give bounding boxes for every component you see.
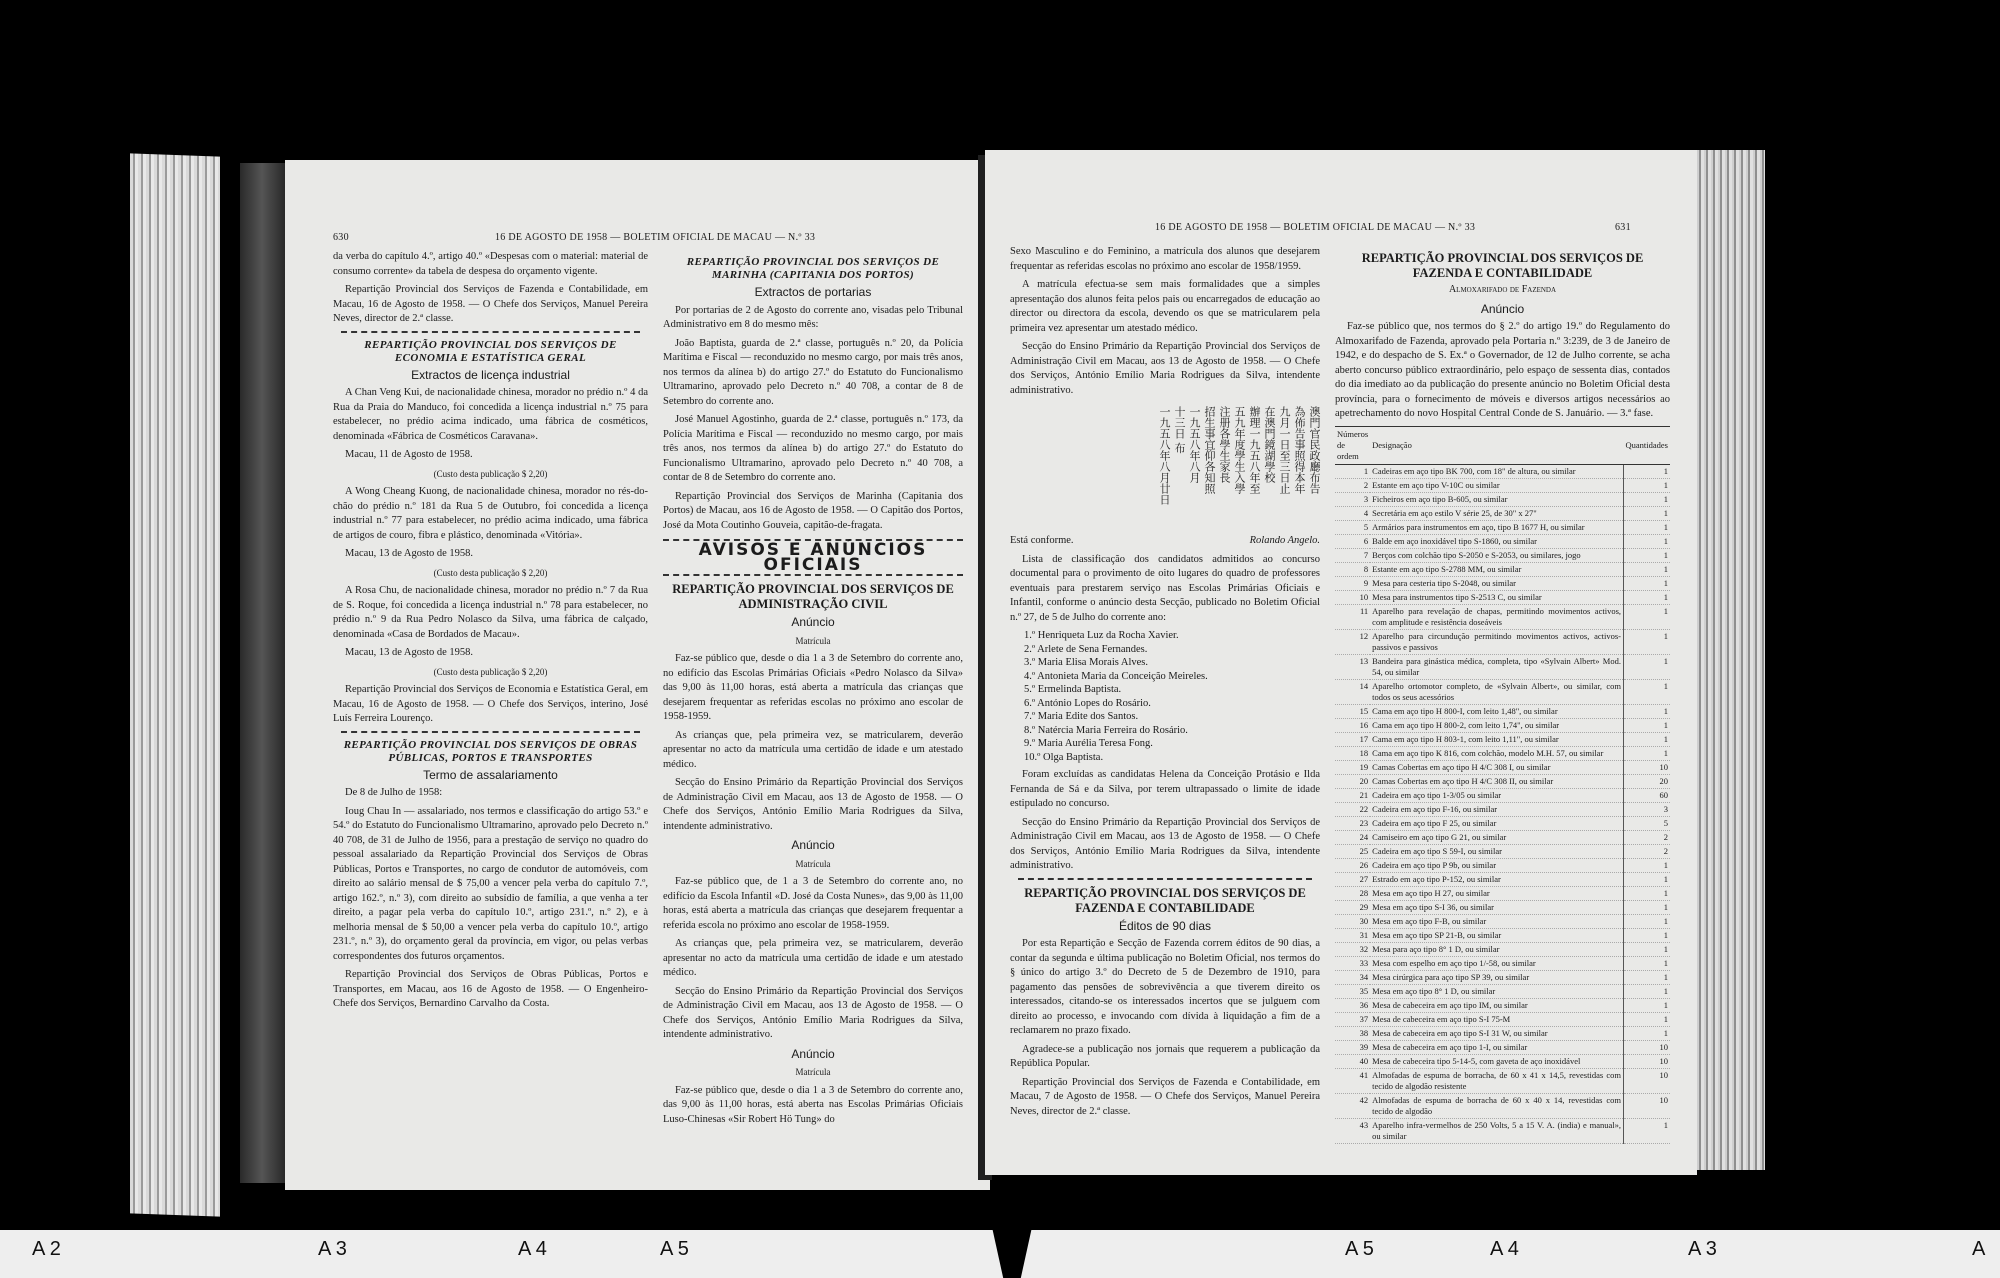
- row-designation: Mesa de cabeceira em aço tipo S-I 75-M: [1370, 1012, 1623, 1026]
- paragraph: Ioug Chau In — assalariado, nos termos e classificação do artigo 53.º e 54.º do Estatuto do Funcionalismo Ultramarino, aprovado pelo Decreto n.º 40 708, de 31 de Julho de 1956, para a prestação de serviço no quadro do pessoal assalariado da Repartição Provincial dos Serviços de Obras Públicas, Portos e Transportes, no cargo de condutor de automóveis, com direito ao salário mensal de $ 75,00 a vencer pela verba do capítulo 7.º, artigo 162.º, n.º 3), com direito ao subsídio de família, a que venha a ter direito, a pagar pela verba do capítulo 10.º, artigo 231.º, n.º 2), e à melhoria mensal de $ 50,00 a vencer pela verba do capítulo 10.º, artigo 231.º, n.º 3), do orçamento geral da província, em vigor, ou pelas verbas correspondentes dos futuros orçamentos.: [333, 805, 648, 962]
- paragraph: As crianças que, pela primeira vez, se matricularem, deverão apresentar no acto da matrícula uma certidão de idade e um atestado médico.: [663, 729, 963, 770]
- table-row: [1335, 760, 1670, 774]
- row-quantity: 1: [1624, 604, 1671, 629]
- paragraph: Por esta Repartição e Secção de Fazenda correm éditos de 90 dias, a contar da segunda e última publicação no Boletim Oficial, nos termos do § único do artigo 3.º do Decreto de 5 de Dezembro de 1910, para pagamento das pensões de sobrevivência a que tiverem direito os interessados, citando-se os interessados incertos que se julguem com direito ao processo, e invocando com dívida à liquidação a fim de a reclamarem no prazo fixado.: [1010, 938, 1320, 1036]
- table-row: [1335, 576, 1670, 590]
- table-row: [1335, 816, 1670, 830]
- list-item: 3.º Maria Elisa Morais Alves.: [1024, 657, 1148, 668]
- left-column-2: [663, 250, 963, 1131]
- row-quantity: 1: [1624, 562, 1671, 576]
- date-line: De 8 de Julho de 1958:: [345, 787, 443, 798]
- row-quantity: 1: [1624, 1118, 1671, 1143]
- table-row: [1335, 886, 1670, 900]
- table-row: [1335, 900, 1670, 914]
- row-quantity: 1: [1624, 1012, 1671, 1026]
- notice-subtitle: Matrícula: [795, 1067, 831, 1077]
- row-number: 40: [1335, 1054, 1370, 1068]
- right-page: [985, 150, 1697, 1175]
- table-row: [1335, 590, 1670, 604]
- signature-paragraph: Repartição Provincial dos Serviços de Fazenda e Contabilidade, em Macau, 7 de Agosto de 1958. — O Chefe dos Serviços, Manuel Pereira Neves, director de 2.ª classe.: [1010, 1076, 1320, 1117]
- cost-note: (Custo desta publicação $ 2,20): [433, 666, 548, 677]
- table-row: [1335, 534, 1670, 548]
- row-quantity: 1: [1624, 718, 1671, 732]
- separator: [1018, 878, 1312, 880]
- section-title: REPARTIÇÃO PROVINCIAL DOS SERVIÇOS DE FAZENDA E CONTABILIDADE: [1024, 885, 1306, 915]
- row-number: 17: [1335, 732, 1370, 746]
- row-number: 14: [1335, 679, 1370, 704]
- row-designation: Mesa para cesteria tipo S-2048, ou similar: [1370, 576, 1623, 590]
- table-row: [1335, 746, 1670, 760]
- list-item: 8.º Natércia Maria Ferreira do Rosário.: [1024, 724, 1188, 736]
- table-row: [1335, 629, 1670, 654]
- table-row: [1335, 858, 1670, 872]
- table-header-row: [1335, 426, 1670, 464]
- row-designation: Armários para instrumentos em aço, tipo B 1677 H, ou similar: [1370, 520, 1623, 534]
- separator: [341, 331, 640, 333]
- row-number: 7: [1335, 548, 1370, 562]
- row-number: 21: [1335, 788, 1370, 802]
- chinese-column: 一九五八年八月廿日: [1158, 406, 1171, 505]
- row-designation: Mesa em aço tipo SP 21-B, ou similar: [1370, 928, 1623, 942]
- row-designation: Cadeira em aço tipo 1-3/05 ou similar: [1370, 788, 1623, 802]
- table-row: [1335, 830, 1670, 844]
- row-designation: Almofadas de espuma de borracha de 60 x 40 x 14, revestidas com tecido de algodão: [1370, 1093, 1623, 1118]
- row-designation: Mesa em aço tipo S-I 36, ou similar: [1370, 900, 1623, 914]
- row-quantity: 1: [1624, 928, 1671, 942]
- row-number: 5: [1335, 520, 1370, 534]
- chinese-column: 招生事宜仰各知照: [1203, 406, 1216, 494]
- paragraph: Faz-se público que, de 1 a 3 de Setembro do corrente ano, no edifício da Escola Infantil «D. José da Costa Nunes», das 9,00 às 11,00 horas, está aberta a matrícula das crianças que desejarem frequentar a referida escola no próximo ano escolar de 1958-1959.: [663, 876, 963, 931]
- row-quantity: 1: [1624, 590, 1671, 604]
- row-designation: Estante em aço tipo S-2788 MM, ou similar: [1370, 562, 1623, 576]
- row-quantity: 2: [1624, 830, 1671, 844]
- left-page: [285, 160, 990, 1190]
- film-mark: A 5: [660, 1238, 689, 1260]
- chinese-column: 一九五八年八月: [1188, 406, 1201, 483]
- row-designation: Camas Cobertas em aço tipo H 4/C 308 I, ou similar: [1370, 760, 1623, 774]
- row-designation: Aparelho infra-vermelhos de 250 Volts, 5 a 15 V. A. (india) e manual», ou similar: [1370, 1118, 1623, 1143]
- row-number: 18: [1335, 746, 1370, 760]
- table-row: [1335, 732, 1670, 746]
- row-quantity: 10: [1624, 1068, 1671, 1093]
- row-number: 11: [1335, 604, 1370, 629]
- row-designation: Estrado em aço tipo P-152, ou similar: [1370, 872, 1623, 886]
- row-quantity: 60: [1624, 788, 1671, 802]
- table-row: [1335, 464, 1670, 478]
- row-designation: Cadeiras em aço tipo BK 700, com 18" de altura, ou similar: [1370, 464, 1623, 478]
- row-quantity: 1: [1624, 576, 1671, 590]
- notice-subtitle: Matrícula: [795, 635, 831, 646]
- date-line: Macau, 11 de Agosto de 1958.: [345, 449, 473, 460]
- table-row: [1335, 520, 1670, 534]
- row-quantity: 1: [1624, 492, 1671, 506]
- row-quantity: 1: [1624, 858, 1671, 872]
- right-column-2: [1335, 245, 1670, 1144]
- paragraph: Foram excluídas as candidatas Helena da Conceição Protásio e Ilda Fernanda de Sá e da Silva, por terem ultrapassado o limite de idade estipulado no concurso.: [1010, 769, 1320, 809]
- row-designation: Aparelho para circundução permitindo movimentos activos, activos-passivos e passivos: [1370, 629, 1623, 654]
- section-subtitle: Termo de assalariamento: [423, 767, 558, 782]
- signature-paragraph: Secção do Ensino Primário da Repartição Provincial dos Serviços de Administração Civil em Macau, aos 13 de Agosto de 1958. — O Chefe dos Serviços, António Emílio Maria Rodrigues da Silva, intendente administrativo.: [663, 777, 963, 832]
- row-quantity: 20: [1624, 774, 1671, 788]
- row-quantity: 1: [1624, 886, 1671, 900]
- right-page-edges: [1690, 150, 1765, 1170]
- row-designation: Estante em aço tipo V-10C ou similar: [1370, 478, 1623, 492]
- row-quantity: 1: [1624, 704, 1671, 718]
- paragraph: Faz-se público que, nos termos do § 2.º do artigo 19.º do Regulamento do Almoxarifado de Fazenda, aprovado pela Portaria n.º 3:239, de 3 de Janeiro de 1942, e do despacho de S. Ex.ª o Governador, de 12 de Julho corrente, se acha aberto concurso público extraordinário, pelo espaço de sessenta dias, contados do dia imediato ao da publicação do presente anúncio no Boletim Oficial desta província, para o fornecimento de móveis e diversos artigos necessários ao apetrechamento do novo Hospital Central Conde de S. Januário. — 3.ª fase.: [1335, 321, 1670, 419]
- section-title: REPARTIÇÃO PROVINCIAL DOS SERVIÇOS DE FAZENDA E CONTABILIDADE: [1361, 251, 1644, 280]
- column-header-quantity: Quantidades: [1624, 426, 1671, 464]
- running-header-right: 16 DE AGOSTO DE 1958 — BOLETIM OFICIAL DE MACAU — N.º 33: [1155, 222, 1476, 233]
- row-designation: Mesa de cabeceira tipo 5-14-5, com gaveta de aço inoxidável: [1370, 1054, 1623, 1068]
- section-title: REPARTIÇÃO PROVINCIAL DOS SERVIÇOS DE OBRAS PÚBLICAS, PORTOS E TRANSPORTES: [343, 738, 638, 764]
- notices-banner: AVISOS E ANÚNCIOS OFICIAIS: [663, 539, 963, 576]
- row-number: 15: [1335, 704, 1370, 718]
- row-quantity: 1: [1624, 520, 1671, 534]
- row-number: 31: [1335, 928, 1370, 942]
- row-designation: Mesa com espelho em aço tipo 1/-58, ou similar: [1370, 956, 1623, 970]
- row-quantity: 3: [1624, 802, 1671, 816]
- signature-paragraph: Secção do Ensino Primário da Repartição Provincial dos Serviços de Administração Civil em Macau, aos 13 de Agosto de 1958. — O Chefe dos Serviços, António Emílio Maria Rodrigues da Silva, intendente administrativo.: [663, 985, 963, 1040]
- chinese-column: 十三日 布: [1173, 406, 1186, 454]
- table-row: [1335, 562, 1670, 576]
- row-number: 42: [1335, 1093, 1370, 1118]
- row-quantity: 1: [1624, 679, 1671, 704]
- row-quantity: 1: [1624, 942, 1671, 956]
- row-quantity: 1: [1624, 746, 1671, 760]
- cost-note: (Custo desta publicação $ 2,20): [433, 567, 548, 578]
- row-quantity: 1: [1624, 872, 1671, 886]
- chinese-column: 注册各學生家長: [1218, 406, 1231, 483]
- paragraph: A Rosa Chu, de nacionalidade chinesa, morador no prédio n.º 7 da Rua de S. Roque, foi concedida a licença industrial n.º 78 para estabelecer, no prédio n.º 9 da Rua Pedro Nolasco da Silva, uma fábrica de calçado, denominada «Casa de Bordados de Macau».: [333, 585, 648, 640]
- paragraph: As crianças que, pela primeira vez, se matricularem, deverão apresentar no acto da matrícula uma certidão de idade e um atestado médico.: [663, 938, 963, 978]
- signature-paragraph: Repartição Provincial dos Serviços de Economia e Estatística Geral, em Macau, 16 de Agosto de 1958. — O Chefe dos Serviços, interino, José Luís Ferreira Lourenço.: [333, 684, 648, 724]
- cost-note: (Custo desta publicação $ 2,20): [433, 468, 548, 479]
- row-quantity: 1: [1624, 478, 1671, 492]
- row-quantity: 1: [1624, 464, 1671, 478]
- row-number: 37: [1335, 1012, 1370, 1026]
- row-number: 9: [1335, 576, 1370, 590]
- signature-paragraph: Repartição Provincial dos Serviços de Obras Públicas, Portos e Transportes, em Macau, aos 16 de Agosto de 1958. — O Engenheiro-Chefe dos Serviços, Bernardino Carvalho da Costa.: [333, 969, 648, 1009]
- running-header-left: 16 DE AGOSTO DE 1958 — BOLETIM OFICIAL DE MACAU — N.º 33: [495, 232, 816, 243]
- row-number: 38: [1335, 1026, 1370, 1040]
- row-quantity: 1: [1624, 654, 1671, 679]
- film-mark: A 3: [1688, 1238, 1717, 1260]
- inventory-table: [1335, 426, 1670, 1144]
- table-row: [1335, 1068, 1670, 1093]
- signature-paragraph: Repartição Provincial dos Serviços de Marinha (Capitania dos Portos) de Macau, aos 16 de Agosto de 1958. — O Capitão dos Portos, José da Mota Coutinho Gouveia, capitão-de-fragata.: [663, 490, 963, 531]
- row-number: 34: [1335, 970, 1370, 984]
- row-quantity: 1: [1624, 506, 1671, 520]
- row-designation: Cadeira em aço tipo S 59-I, ou similar: [1370, 844, 1623, 858]
- row-number: 13: [1335, 654, 1370, 679]
- film-mark: A 4: [518, 1238, 547, 1260]
- row-designation: Mesa cirúrgica para aço tipo SP 39, ou similar: [1370, 970, 1623, 984]
- paragraph: da verba do capítulo 4.º, artigo 40.º «Despesas com o material: material de consumo corrente» da tabela de despesa do orçamento vigente.: [333, 251, 648, 277]
- row-quantity: 5: [1624, 816, 1671, 830]
- row-quantity: 1: [1624, 956, 1671, 970]
- row-number: 4: [1335, 506, 1370, 520]
- chinese-column: 九月一日至三日止: [1278, 406, 1291, 494]
- row-number: 30: [1335, 914, 1370, 928]
- column-header-designation: Designação: [1370, 426, 1623, 464]
- table-row: [1335, 679, 1670, 704]
- row-quantity: 1: [1624, 984, 1671, 998]
- row-designation: Ficheiros em aço tipo B-605, ou similar: [1370, 492, 1623, 506]
- row-number: 33: [1335, 956, 1370, 970]
- notice-title: Anúncio: [791, 838, 835, 852]
- signature-paragraph: Repartição Provincial dos Serviços de Fazenda e Contabilidade, em Macau, 16 de Agosto de 1958. — O Chefe dos Serviços, Manuel Pereira Neves, director de 2.ª classe.: [333, 284, 648, 324]
- table-row: [1335, 492, 1670, 506]
- row-designation: Berços com colchão tipo S-2050 e S-2053, ou similares, jogo: [1370, 548, 1623, 562]
- list-item: 6.º António Lopes do Rosário.: [1024, 697, 1151, 709]
- row-quantity: 1: [1624, 548, 1671, 562]
- section-title: REPARTIÇÃO PROVINCIAL DOS SERVIÇOS DE MARINHA (CAPITANIA DOS PORTOS): [686, 256, 940, 281]
- row-designation: Mesa para instrumentos tipo S-2513 C, ou similar: [1370, 590, 1623, 604]
- row-number: 28: [1335, 886, 1370, 900]
- paragraph: Lista de classificação dos candidatos admitidos ao concurso documental para o provimento de oito lugares do quadro de professores eventuais para prestarem serviço nas Escolas Primárias Oficiais e Infantil, conforme o anúncio desta Secção, publicado no Boletim Oficial n.º 27, de 5 de Julho do corrente ano:: [1010, 553, 1320, 623]
- row-designation: Aparelho ortomotor completo, de «Sylvain Albert», ou similar, com todos os seus acessórios: [1370, 679, 1623, 704]
- table-row: [1335, 718, 1670, 732]
- table-row: [1335, 774, 1670, 788]
- row-number: 22: [1335, 802, 1370, 816]
- signature-paragraph: Secção do Ensino Primário da Repartição Provincial dos Serviços de Administração Civil em Macau, aos 13 de Agosto de 1958. — O Chefe dos Serviços, António Emílio Maria Rodrigues da Silva, intendente administrativo.: [1010, 341, 1320, 396]
- row-number: 43: [1335, 1118, 1370, 1143]
- table-row: [1335, 956, 1670, 970]
- row-number: 32: [1335, 942, 1370, 956]
- row-designation: Mesa para aço tipo 8° 1 D, ou similar: [1370, 942, 1623, 956]
- table-row: [1335, 984, 1670, 998]
- row-number: 12: [1335, 629, 1370, 654]
- paragraph: Faz-se público que, desde o dia 1 a 3 de Setembro do corrente ano, no edifício das Escolas Primárias Oficiais «Pedro Nolasco da Silva» das 9,00 às 11,00 horas, está aberta a matrícula das crianças que desejarem frequentar as referidas escolas no próximo ano escolar de 1958-1959.: [663, 653, 963, 722]
- row-quantity: 1: [1624, 1026, 1671, 1040]
- table-row: [1335, 844, 1670, 858]
- row-quantity: 10: [1624, 760, 1671, 774]
- row-designation: Cadeira em aço tipo F-16, ou similar: [1370, 802, 1623, 816]
- row-designation: Camiseiro em aço tipo G 21, ou similar: [1370, 830, 1623, 844]
- row-quantity: 1: [1624, 970, 1671, 984]
- table-row: [1335, 1026, 1670, 1040]
- row-quantity: 1: [1624, 629, 1671, 654]
- row-quantity: 10: [1624, 1054, 1671, 1068]
- row-designation: Cama em aço tipo H 800-2, com leito 1,74", ou similar: [1370, 718, 1623, 732]
- table-row: [1335, 942, 1670, 956]
- table-row: [1335, 998, 1670, 1012]
- row-number: 3: [1335, 492, 1370, 506]
- row-designation: Cama em aço tipo K 816, com colchão, modelo M.H. 57, ou similar: [1370, 746, 1623, 760]
- page-number-right: 631: [1615, 222, 1631, 233]
- chinese-column: 為佈告事照得本年: [1293, 406, 1306, 494]
- list-item: 9.º Maria Aurélia Teresa Fong.: [1024, 738, 1153, 749]
- paragraph: A matrícula efectua-se sem mais formalidades que a simples apresentação dos alunos feita pelos pais ou encarregados de educação ao director ou directora da escola, devendo os que se matricularem pela primeira vez apresentar um atestado médico.: [1010, 279, 1320, 334]
- row-designation: Cadeira em aço tipo F 25, ou similar: [1370, 816, 1623, 830]
- film-mark: A: [1972, 1238, 1986, 1260]
- signature-paragraph: Secção do Ensino Primário da Repartição Provincial dos Serviços de Administração Civil em Macau, aos 13 de Agosto de 1958. — O Chefe dos Serviços, António Emílio Maria Rodrigues da Silva, intendente administrativo.: [1010, 816, 1320, 871]
- paragraph: A Wong Cheang Kuong, de nacionalidade chinesa, morador no rés-do-chão do prédio n.º 181 da Rua 5 de Outubro, foi concedida a licença industrial n.º 77 para estabelecer, no prédio acima indicado, uma fábrica de artigos de couro, fibra e plástico, denominada «Vitória».: [333, 486, 648, 541]
- row-number: 16: [1335, 718, 1370, 732]
- list-item: 4.º Antonieta Maria da Conceição Meireles.: [1024, 670, 1208, 682]
- chinese-column: 辦理一九五八年至: [1248, 406, 1261, 494]
- table-row: [1335, 604, 1670, 629]
- chinese-notice: [1010, 406, 1320, 526]
- row-number: 39: [1335, 1040, 1370, 1054]
- paragraph: A Chan Veng Kui, de nacionalidade chinesa, morador no prédio n.º 4 da Rua da Praia do Manduco, foi concedida a licença industrial n.º 75 para estabelecer, no prédio acima indicado, uma fábrica de cosméticos, denominada «Fábrica de Cosméticos Caravana».: [333, 387, 648, 442]
- paragraph: Sexo Masculino e do Feminino, a matrícula dos alunos que desejarem frequentar as referidas escolas no próximo ano escolar de 1958/1959.: [1010, 246, 1320, 272]
- table-row: [1335, 478, 1670, 492]
- date-line: Macau, 13 de Agosto de 1958.: [345, 548, 474, 559]
- table-row: [1335, 1040, 1670, 1054]
- section-subtitle: Extractos de portarias: [754, 285, 872, 299]
- conformity-text: Está conforme.: [1010, 535, 1074, 546]
- section-subtitle: Extractos de licença industrial: [411, 367, 570, 382]
- row-quantity: 10: [1624, 1093, 1671, 1118]
- row-number: 27: [1335, 872, 1370, 886]
- row-designation: Balde em aço inoxidável tipo S-1860, ou similar: [1370, 534, 1623, 548]
- row-designation: Cadeira em aço tipo P 9b, ou similar: [1370, 858, 1623, 872]
- right-column-1: [1010, 245, 1320, 1123]
- film-mark: A 4: [1490, 1238, 1519, 1260]
- row-designation: Secretária em aço estilo V série 25, de 30" x 27": [1370, 506, 1623, 520]
- table-row: [1335, 802, 1670, 816]
- table-row: [1335, 704, 1670, 718]
- department-name: Almoxarifado de Fazenda: [1448, 284, 1557, 295]
- table-row: [1335, 1012, 1670, 1026]
- table-row: [1335, 1093, 1670, 1118]
- row-quantity: 1: [1624, 998, 1671, 1012]
- film-mark: A 3: [318, 1238, 347, 1260]
- row-quantity: 10: [1624, 1040, 1671, 1054]
- table-row: [1335, 872, 1670, 886]
- row-number: 2: [1335, 478, 1370, 492]
- notice-subtitle: Matrícula: [795, 858, 831, 869]
- row-quantity: 2: [1624, 844, 1671, 858]
- section-subtitle: Éditos de 90 dias: [1118, 918, 1212, 933]
- row-designation: Bandeira para ginástica médica, completa, tipo «Sylvain Albert» Mod. 54, ou similar: [1370, 654, 1623, 679]
- row-designation: Mesa em aço tipo F-B, ou similar: [1370, 914, 1623, 928]
- table-row: [1335, 788, 1670, 802]
- notice-title: Anúncio: [791, 615, 835, 629]
- separator: [341, 731, 640, 733]
- row-number: 26: [1335, 858, 1370, 872]
- row-designation: Cama em aço tipo H 803-1, com leito 1,11", ou similar: [1370, 732, 1623, 746]
- chinese-column: 五九年度學生入學: [1233, 406, 1246, 494]
- table-row: [1335, 1118, 1670, 1143]
- row-designation: Cama em aço tipo H 800-I, com leito 1,48", ou similar: [1370, 704, 1623, 718]
- list-item: 7.º Maria Edite dos Santos.: [1024, 711, 1139, 722]
- column-header-number: Números de ordem: [1335, 426, 1370, 464]
- row-designation: Almofadas de espuma de borracha, de 60 x 41 x 14,5, revestidas com tecido de algodão resistente: [1370, 1068, 1623, 1093]
- table-row: [1335, 654, 1670, 679]
- table-body: [1335, 464, 1670, 1143]
- film-mark: A 2: [32, 1238, 61, 1260]
- row-number: 25: [1335, 844, 1370, 858]
- conformity-line: [1010, 534, 1320, 549]
- table-row: [1335, 506, 1670, 520]
- row-number: 8: [1335, 562, 1370, 576]
- row-designation: Camas Cobertas em aço tipo H 4/C 308 II, ou similar: [1370, 774, 1623, 788]
- chinese-column: 澳門官民政廳布告: [1308, 406, 1321, 494]
- candidate-list: [1010, 629, 1320, 764]
- table-row: [1335, 970, 1670, 984]
- paragraph: Faz-se público que, desde o dia 1 a 3 de Setembro do corrente ano, das 9,00 às 11,00 horas, está aberta nas Escolas Primárias Oficiais Luso-Chinesas «Sir Robert Hö Tung» do: [663, 1084, 963, 1125]
- paragraph: José Manuel Agostinho, guarda de 2.ª classe, português n.º 173, da Polícia Marítima e Fiscal — reconduzido no mesmo cargo, por mais três anos, nos termos da alínea b) do artigo 27.º do Estatuto do Funcionalismo Ultramarino, aprovado pelo Decreto n.º 40 708, a contar de 8 de Setembro do corrente ano.: [663, 414, 963, 483]
- row-number: 35: [1335, 984, 1370, 998]
- chinese-column: 在澳門鏡湖學校: [1263, 406, 1276, 483]
- left-page-edges: [130, 153, 220, 1216]
- table-row: [1335, 1054, 1670, 1068]
- page-number-left: 630: [333, 232, 349, 243]
- conformity-signature: Rolando Angelo.: [1249, 535, 1320, 546]
- section-title: REPARTIÇÃO PROVINCIAL DOS SERVIÇOS DE ADMINISTRAÇÃO CIVIL: [672, 582, 954, 611]
- row-quantity: 1: [1624, 914, 1671, 928]
- left-column-1: [333, 250, 648, 1016]
- row-number: 41: [1335, 1068, 1370, 1093]
- row-quantity: 1: [1624, 900, 1671, 914]
- row-designation: Mesa de cabeceira em aço tipo 1-I, ou similar: [1370, 1040, 1623, 1054]
- list-item: 2.º Arlete de Sena Fernandes.: [1024, 643, 1148, 655]
- paragraph: Agradece-se a publicação nos jornais que requerem a publicação da República Popular.: [1010, 1043, 1320, 1069]
- row-number: 24: [1335, 830, 1370, 844]
- row-number: 10: [1335, 590, 1370, 604]
- table-row: [1335, 548, 1670, 562]
- row-number: 6: [1335, 534, 1370, 548]
- row-quantity: 1: [1624, 534, 1671, 548]
- list-item: 5.º Ermelinda Baptista.: [1024, 684, 1122, 695]
- row-number: 23: [1335, 816, 1370, 830]
- row-number: 19: [1335, 760, 1370, 774]
- row-number: 29: [1335, 900, 1370, 914]
- paragraph: Por portarias de 2 de Agosto do corrente ano, visadas pelo Tribunal Administrativo em 8 do mesmo mês:: [663, 304, 963, 330]
- row-number: 36: [1335, 998, 1370, 1012]
- row-number: 1: [1335, 464, 1370, 478]
- notice-title: Anúncio: [1480, 301, 1525, 316]
- row-designation: Aparelho para revelação de chapas, permitindo movimentos activos, com amplitude e resistência doseáveis: [1370, 604, 1623, 629]
- notice-title: Anúncio: [791, 1046, 835, 1061]
- film-mark: A 5: [1345, 1238, 1374, 1260]
- row-number: 20: [1335, 774, 1370, 788]
- open-book: [170, 125, 1770, 1200]
- row-designation: Mesa de cabeceira em aço tipo S-I 31 W, ou similar: [1370, 1026, 1623, 1040]
- list-item: 10.º Olga Baptista.: [1024, 751, 1104, 763]
- list-item: 1.º Henriqueta Luz da Rocha Xavier.: [1024, 630, 1179, 641]
- date-line: Macau, 13 de Agosto de 1958.: [345, 647, 474, 658]
- row-designation: Mesa em aço tipo H 27, ou similar: [1370, 886, 1623, 900]
- section-title: REPARTIÇÃO PROVINCIAL DOS SERVIÇOS DE ECONOMIA E ESTATÍSTICA GERAL: [364, 338, 617, 364]
- table-row: [1335, 928, 1670, 942]
- table-row: [1335, 914, 1670, 928]
- row-designation: Mesa de cabeceira em aço tipo IM, ou similar: [1370, 998, 1623, 1012]
- paragraph: João Baptista, guarda de 2.ª classe, português n.º 20, da Polícia Marítima e Fiscal — reconduzido no mesmo cargo, por mais três anos, nos termos da alínea b) do artigo 27.º do Estatuto do Funcionalismo Ultramarino, aprovado pelo Decreto n.º 40 708, a contar de 8 de Setembro do corrente ano.: [663, 337, 963, 407]
- row-quantity: 1: [1624, 732, 1671, 746]
- row-designation: Mesa em aço tipo 8° 1 D, ou similar: [1370, 984, 1623, 998]
